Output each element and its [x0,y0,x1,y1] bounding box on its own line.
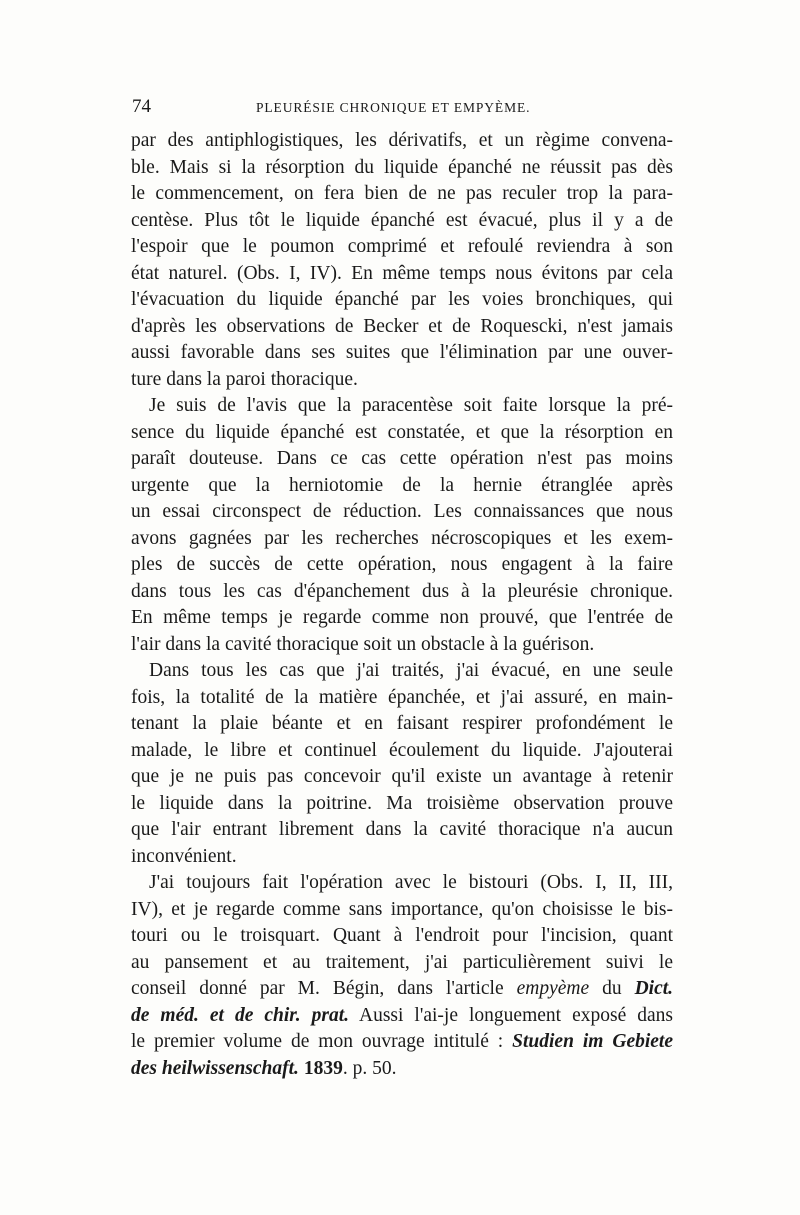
text-line: malade, le libre et continuel écoulement du liquide. J'ajouterai [131,739,673,761]
year: 1839 [298,1057,343,1079]
text-line: par des antiphlogistiques, les dérivatifs, et un règime convena- [131,130,673,151]
paragraph-2 [131,393,673,658]
text-line: aussi favorable dans ses suites que l'élimination par une ouver- [131,342,673,363]
text-line: fois, la totalité de la matière épanchée, et j'ai assuré, en main- [131,686,673,708]
text-line: le commencement, on fera bien de ne pas reculer trop la para- [131,183,673,204]
italic-title: des heilwissenschaft. [131,1057,299,1079]
italic-citation: de méd. et de chir. prat. [131,1004,350,1026]
text-line: ture dans la paroi thoracique. [131,368,358,390]
text-line: ble. Mais si la résorption du liquide épanché ne réussit pas dès [131,156,673,178]
text-line: au pansement et au traitement, j'ai particulièrement suivi le [131,951,673,973]
running-title: PLEURÉSIE CHRONIQUE ET EMPYÈME. [256,100,531,115]
italic-title: Studien im Gebiete [512,1031,673,1052]
text-line: l'espoir que le poumon comprimé et refoulé reviendra à son [131,236,673,257]
text-line [131,1029,673,1056]
text-line: avons gagnées par les recherches nécroscopiques et les exem- [131,527,673,549]
text-line: d'après les observations de Becker et de Roquescki, n'est jamais [131,315,673,337]
text-line: l'évacuation du liquide épanché par les voies bronchiques, qui [131,289,673,310]
text-run: Aussi l'ai-je longuement exposé dans [349,1004,673,1026]
paragraph-3 [131,658,673,870]
text-line: Je suis de l'avis que la paracentèse soit faite lorsque la pré- [149,395,673,416]
text-line: dans tous les cas d'épanchement dus à la pleurésie chronique. [131,580,673,602]
text-line: urgente que la herniotomie de la hernie étranglée après [131,474,673,496]
text-line [131,976,673,1003]
text-run: le premier volume de mon ouvrage intitulé : [131,1031,513,1052]
text-line: inconvénient. [131,845,237,867]
text-line: que je ne puis pas concevoir qu'il existe un avantage à retenir [131,766,673,787]
text-line: le liquide dans la poitrine. Ma troisième observation prouve [131,792,673,814]
text-line: l'air dans la cavité thoracique soit un obstacle à la guérison. [131,633,595,655]
italic-term: empyème [516,978,590,999]
text-line: Dans tous les cas que j'ai traités, j'ai évacué, en une seule [149,660,673,681]
text-line: touri ou le troisquart. Quant à l'endroit pour l'incision, quant [131,925,673,946]
text-line: J'ai toujours fait l'opération avec le bistouri (Obs. I, II, III, [149,872,673,893]
text-run: conseil donné par M. Bégin, dans l'article [131,978,517,999]
paragraph-1 [131,128,673,393]
text-line: sence du liquide épanché est constatée, et que la résorption en [131,421,673,443]
text-line: centèse. Plus tôt le liquide épanché est évacué, plus il y a de [131,209,673,231]
text-line: En même temps je regarde comme non prouvé, que l'entrée de [131,607,673,628]
text-line: que l'air entrant librement dans la cavité thoracique n'a aucun [131,819,673,840]
running-head [132,96,672,120]
text-line: paraît douteuse. Dans ce cas cette opération n'est pas moins [131,448,673,469]
text-line: un essai circonspect de réduction. Les connaissances que nous [131,501,673,522]
paragraph-4 [131,870,673,1082]
text-line [131,1003,673,1030]
page-number: 74 [132,96,151,117]
text-line: IV), et je regarde comme sans importance, qu'on choisisse le bis- [131,898,673,920]
text-run: . p. 50. [342,1057,397,1079]
body-text [131,128,673,1082]
text-line: ples de succès de cette opération, nous engagent à la faire [131,554,673,575]
text-line: tenant la plaie béante et en faisant respirer profondément le [131,713,673,734]
text-run: du [589,978,635,999]
text-line: état naturel. (Obs. I, IV). En même temps nous évitons par cela [131,262,673,284]
text-line [131,1056,673,1083]
italic-citation: Dict. [634,978,673,999]
